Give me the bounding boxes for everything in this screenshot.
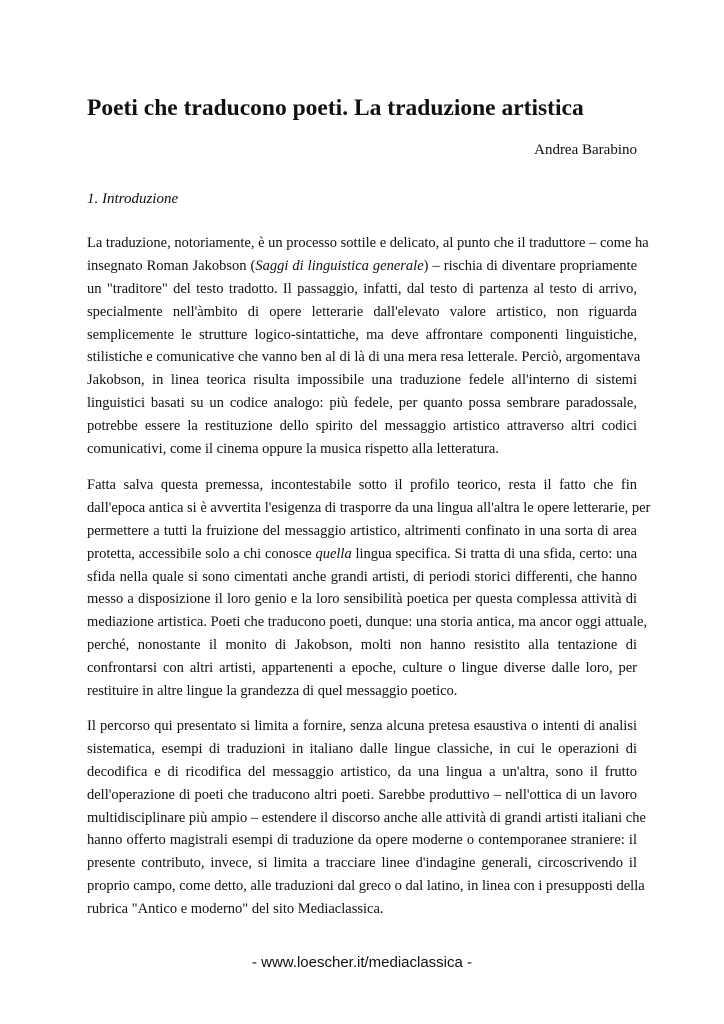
text-run: decodifica e di ricodifica del messaggio artistico, da una lingua a un'altra, sono il frutto — [87, 763, 637, 780]
text-run: mediazione artistica. Poeti che traducono poeti, dunque: una storia antica, ma ancor oggi attuale, — [87, 614, 648, 631]
text-line — [87, 301, 637, 324]
text-run: protetta, accessibile solo a chi conosce — [87, 545, 316, 562]
text-line — [87, 520, 637, 543]
text-run: messo a disposizione il loro genio e la loro sensibilità poetica per questa complessa attività di — [87, 591, 637, 608]
text-line — [87, 657, 637, 680]
text-line — [87, 278, 637, 301]
text-run: restituire in altre lingue la grandezza di quel messaggio poetico. — [87, 683, 458, 700]
text-run: multidisciplinare più ampio – estendere il discorso anche alle attività di grandi artisti italiani che — [87, 809, 646, 826]
text-run: rubrica "Antico e moderno" del sito Mediaclassica. — [87, 901, 384, 918]
text-run: specialmente nell'àmbito di opere letterarie dall'elevato valore artistico, non riguarda — [87, 303, 637, 320]
text-line — [87, 634, 637, 657]
italic-title: quella — [315, 545, 352, 562]
text-line — [87, 784, 637, 807]
section-heading: 1. Introduzione — [87, 191, 179, 207]
text-line — [87, 898, 637, 921]
text-line — [87, 392, 637, 415]
text-run: stilistiche e comunicative che vanno ben al di là di una mera resa letterale. Perciò, argomentava — [87, 349, 641, 366]
italic-title: Saggi di linguistica generale — [255, 257, 424, 274]
text-line — [87, 415, 637, 438]
text-line — [87, 474, 637, 497]
text-line — [87, 566, 637, 589]
text-line — [87, 346, 641, 369]
text-run: perché, nonostante il monito di Jakobson, molti non hanno resistito alla tentazione di — [87, 637, 637, 654]
text-line — [87, 829, 637, 852]
text-line — [87, 761, 637, 784]
text-run: linguistici basati su un codice analogo: più fedele, per quanto possa sembrare paradossale, — [87, 395, 637, 412]
text-run: proprio campo, come detto, alle traduzioni dal greco o dal latino, in linea con i presupposti della — [87, 878, 645, 895]
text-line — [87, 738, 637, 761]
text-line — [87, 324, 637, 347]
text-run: Fatta salva questa premessa, incontestabile sotto il profilo teorico, resta il fatto che fin — [87, 477, 637, 493]
author-name: Andrea Barabino — [534, 142, 637, 158]
text-run: dell'operazione di poeti che traducono altri poeti. Sarebbe produttivo – nell'ottica di un lavoro — [87, 786, 637, 803]
text-run: semplicemente le strutture logico-sintattiche, ma deve affrontare componenti linguistiche, — [87, 326, 637, 343]
text-run: lingua specifica. Si tratta di una sfida, certo: una — [351, 545, 637, 562]
text-run: Jakobson, in linea teorica risulta impossibile una traduzione fedele all'interno di sistemi — [87, 372, 637, 389]
text-line — [87, 715, 637, 738]
text-run: comunicativi, come il cinema oppure la musica rispetto alla letteratura. — [87, 441, 499, 458]
text-line — [87, 807, 646, 830]
text-line — [87, 497, 651, 520]
text-run: confrontarsi con altri artisti, appartenenti a epoche, culture o lingue diverse dalle loro, per — [87, 660, 637, 677]
footer-url: - www.loescher.it/mediaclassica - — [251, 954, 473, 971]
text-run: potrebbe essere la restituzione dello spirito del messaggio artistico attraverso altri codici — [87, 418, 637, 435]
text-run: presente contributo, invece, si limita a tracciare linee d'indagine generali, circoscrivendo il — [87, 855, 637, 872]
text-line — [87, 369, 637, 392]
paragraph-3 — [87, 715, 646, 921]
text-line — [87, 232, 649, 255]
text-run: hanno offerto magistrali esempi di traduzione da opere moderne o contemporanee straniere: il — [87, 832, 637, 849]
text-line — [87, 588, 637, 611]
text-run: sfida nella quale si sono cimentati anche grandi artisti, di periodi storici differenti, che hanno — [87, 568, 637, 585]
text-run: Il percorso qui presentato si limita a fornire, senza alcuna pretesa esaustiva o intenti di analisi — [87, 718, 637, 734]
text-run: ) – rischia di diventare propriamente — [423, 257, 637, 274]
text-run: insegnato Roman Jakobson ( — [87, 257, 256, 274]
text-line — [87, 543, 637, 566]
text-run: un "traditore" del testo tradotto. Il passaggio, infatti, dal testo di partenza al testo di arrivo, — [87, 280, 637, 297]
text-line — [87, 875, 645, 898]
text-run: dall'epoca antica si è avvertita l'esigenza di trasporre da una lingua all'altra le opere letterarie, per — [87, 499, 651, 516]
document-title: Poeti che traducono poeti. La traduzione artistica — [87, 95, 584, 121]
paragraph-2 — [87, 474, 651, 703]
text-line — [87, 438, 637, 461]
text-line — [87, 611, 648, 634]
text-run: sistematica, esempi di traduzioni in italiano dalle lingue classiche, in cui le operazioni di — [87, 740, 637, 757]
text-run: permettere a tutti la fruizione del messaggio artistico, altrimenti confinato in una sorta di area — [87, 522, 637, 539]
text-line — [87, 255, 637, 278]
text-line — [87, 852, 637, 875]
paragraph-1 — [87, 232, 649, 461]
text-line — [87, 680, 637, 703]
text-run: La traduzione, notoriamente, è un processo sottile e delicato, al punto che il traduttore – come ha — [87, 235, 649, 251]
